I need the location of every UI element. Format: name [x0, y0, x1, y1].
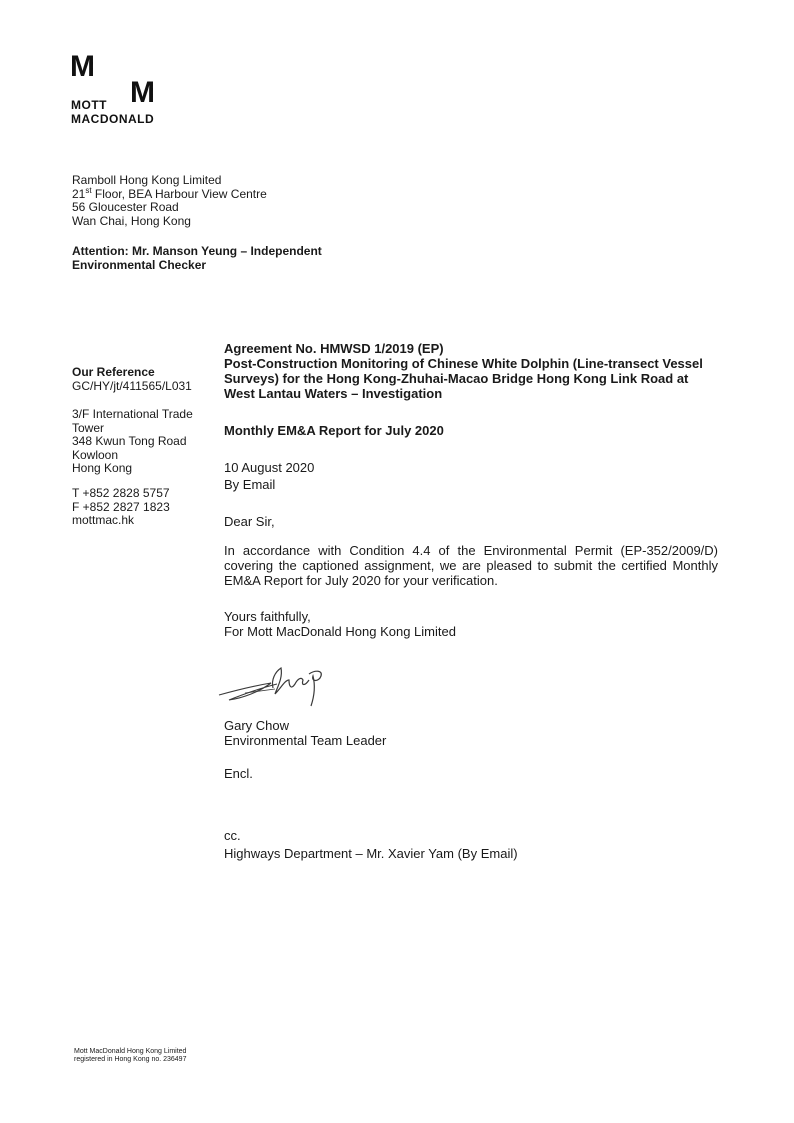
recipient-company: Ramboll Hong Kong Limited: [72, 173, 222, 187]
recipient-district: Wan Chai, Hong Kong: [72, 213, 191, 228]
closing-company: For Mott MacDonald Hong Kong Limited: [224, 624, 456, 639]
letter-date: 10 August 2020: [224, 460, 315, 475]
recipient-floor: 21st Floor, BEA Harbour View Centre: [72, 185, 267, 201]
recipient-address: [72, 174, 267, 228]
subject-line: Post-Construction Monitoring of Chinese White Dolphin (Line-transect Vessel: [224, 356, 703, 371]
cc-label: cc.: [224, 828, 241, 843]
enclosure-note: Encl.: [224, 766, 253, 781]
office-address-line: Kowloon: [72, 447, 119, 462]
closing-line: Yours faithfully,: [224, 609, 311, 624]
office-address-line: Tower: [72, 420, 105, 435]
logo-word-macdonald: MACDONALD: [71, 112, 155, 126]
fax: F +852 2827 1823: [72, 499, 170, 514]
office-address: [72, 408, 193, 476]
subject-line: West Lantau Waters – Investigation: [224, 386, 443, 401]
agreement-number: Agreement No. HMWSD 1/2019 (EP): [224, 341, 444, 356]
telephone: T +852 2828 5757: [72, 486, 170, 500]
letter-paragraph: In accordance with Condition 4.4 of the Environmental Permit (EP-352/2009/D) covering the captioned assignment, we are pleased to submit the certified Monthly EM&A Report for July 2020 for your verification.: [224, 543, 718, 588]
recipient-street: 56 Gloucester Road: [72, 200, 179, 214]
logo-word-mott: MOTT: [71, 98, 107, 112]
footer-line: Mott MacDonald Hong Kong Limited: [74, 1048, 187, 1055]
cc-recipient: Highways Department – Mr. Xavier Yam (By Email): [224, 846, 518, 861]
signer-name: Gary Chow: [224, 718, 290, 733]
delivery-method: By Email: [224, 477, 276, 492]
attention-line-1: Attention: Mr. Manson Yeung – Independent: [72, 244, 322, 258]
subject-line: Surveys) for the Hong Kong-Zhuhai-Macao Bridge Hong Kong Link Road at: [224, 371, 689, 386]
report-title: Monthly EM&A Report for July 2020: [224, 423, 444, 438]
attention-block: [72, 245, 322, 272]
logo-letter-top: M: [70, 50, 94, 83]
office-address-line: 348 Kwun Tong Road: [72, 434, 187, 448]
our-reference-label: Our Reference: [72, 365, 155, 379]
office-address-line: Hong Kong: [72, 461, 133, 475]
signature-image: [215, 662, 335, 708]
office-address-line: 3/F International Trade: [72, 407, 193, 421]
subject-block: [224, 341, 724, 401]
salutation: Dear Sir,: [224, 514, 275, 529]
website: mottmac.hk: [72, 513, 135, 527]
attention-line-2: Environmental Checker: [72, 257, 207, 272]
our-reference-value: GC/HY/jt/411565/L031: [72, 379, 192, 393]
footer-registration: [74, 1048, 186, 1064]
contact-block: [72, 487, 170, 528]
signer-title: Environmental Team Leader: [224, 733, 387, 748]
footer-line: registered in Hong Kong no. 236497: [74, 1056, 187, 1063]
logo-letter-right: M: [130, 76, 154, 109]
